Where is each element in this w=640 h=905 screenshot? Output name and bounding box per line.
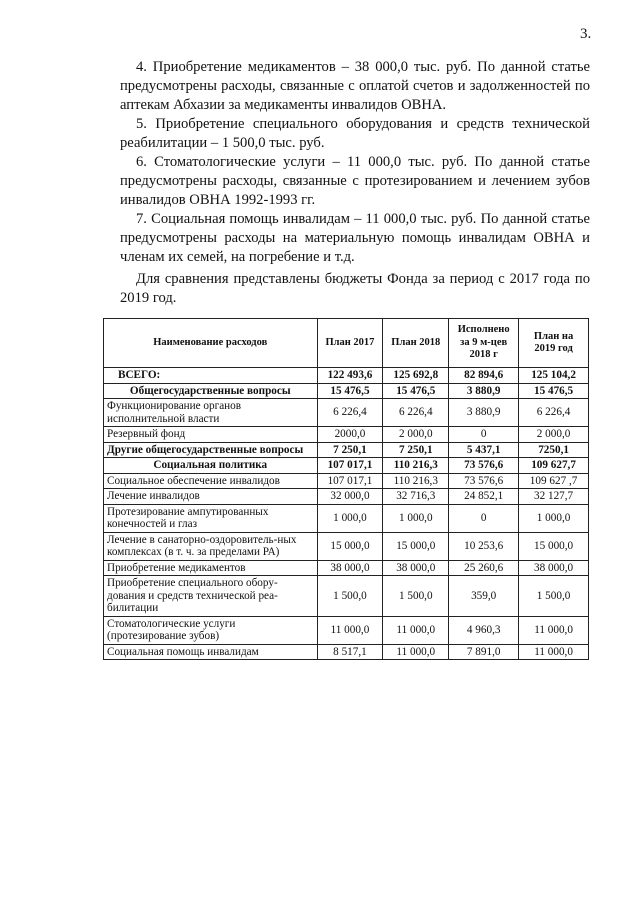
cell-plan-2017: 1 000,0 bbox=[317, 504, 383, 532]
cell-executed: 73 576,6 bbox=[449, 473, 519, 489]
cell-plan-2017: 11 000,0 bbox=[317, 616, 383, 644]
cell-plan-2018: 15 000,0 bbox=[383, 532, 449, 560]
body-text bbox=[120, 58, 590, 267]
row-name: ВСЕГО: bbox=[104, 368, 318, 384]
cell-plan-2018: 2 000,0 bbox=[383, 427, 449, 443]
cell-plan-2017: 2000,0 bbox=[317, 427, 383, 443]
table-row bbox=[104, 399, 589, 427]
cell-executed: 0 bbox=[449, 427, 519, 443]
cell-plan-2017: 8 517,1 bbox=[317, 644, 383, 660]
cell-plan-2017: 122 493,6 bbox=[317, 368, 383, 384]
header-executed-9m-2018: Исполнено за 9 м-цев 2018 г bbox=[449, 319, 519, 368]
table-row bbox=[104, 489, 589, 505]
cell-plan-2017: 107 017,1 bbox=[317, 473, 383, 489]
cell-plan-2017: 32 000,0 bbox=[317, 489, 383, 505]
cell-plan-2019: 6 226,4 bbox=[519, 399, 589, 427]
table-row bbox=[104, 576, 589, 617]
row-name: Резервный фонд bbox=[104, 427, 318, 443]
cell-plan-2019: 125 104,2 bbox=[519, 368, 589, 384]
cell-plan-2019: 15 000,0 bbox=[519, 532, 589, 560]
cell-plan-2019: 15 476,5 bbox=[519, 383, 589, 399]
row-name: Лечение инвалидов bbox=[104, 489, 318, 505]
row-name: Приобретение медикаментов bbox=[104, 560, 318, 576]
cell-plan-2019: 38 000,0 bbox=[519, 560, 589, 576]
paragraph-medicines: 4. Приобретение медикаментов – 38 000,0 тыс. руб. По данной статье предусмотрены расходы, связанные с оплатой счетов и задолженностей по аптекам Абхазии за медикаменты инвалидов ОВНА. bbox=[120, 59, 590, 113]
cell-executed: 359,0 bbox=[449, 576, 519, 617]
cell-plan-2019: 109 627,7 bbox=[519, 458, 589, 474]
cell-plan-2018: 38 000,0 bbox=[383, 560, 449, 576]
row-name: Протезирование ампутированных конечностей и глаз bbox=[104, 504, 318, 532]
row-name: Стоматологические услуги (протезирование зубов) bbox=[104, 616, 318, 644]
row-name: Социальная политика bbox=[104, 458, 318, 474]
cell-plan-2017: 15 000,0 bbox=[317, 532, 383, 560]
cell-executed: 4 960,3 bbox=[449, 616, 519, 644]
cell-plan-2019: 1 500,0 bbox=[519, 576, 589, 617]
header-plan-2017: План 2017 bbox=[317, 319, 383, 368]
cell-plan-2018: 6 226,4 bbox=[383, 399, 449, 427]
cell-executed: 25 260,6 bbox=[449, 560, 519, 576]
cell-plan-2019: 11 000,0 bbox=[519, 616, 589, 644]
cell-plan-2017: 15 476,5 bbox=[317, 383, 383, 399]
row-name: Приобретение специального обору-дования и средств технической реа-билитации bbox=[104, 576, 318, 617]
cell-plan-2017: 107 017,1 bbox=[317, 458, 383, 474]
cell-executed: 0 bbox=[449, 504, 519, 532]
row-name: Общегосударственные вопросы bbox=[104, 383, 318, 399]
table-row bbox=[104, 504, 589, 532]
table-row bbox=[104, 532, 589, 560]
table-row bbox=[104, 458, 589, 474]
cell-plan-2019: 1 000,0 bbox=[519, 504, 589, 532]
cell-plan-2019: 109 627 ,7 bbox=[519, 473, 589, 489]
row-name: Социальная помощь инвалидам bbox=[104, 644, 318, 660]
row-name: Функционирование органов исполнительной власти bbox=[104, 399, 318, 427]
cell-executed: 10 253,6 bbox=[449, 532, 519, 560]
cell-executed: 3 880,9 bbox=[449, 399, 519, 427]
cell-plan-2018: 110 216,3 bbox=[383, 473, 449, 489]
budget-table bbox=[103, 318, 589, 660]
table-row bbox=[104, 560, 589, 576]
cell-plan-2018: 7 250,1 bbox=[383, 442, 449, 458]
header-plan-2019: План на 2019 год bbox=[519, 319, 589, 368]
cell-plan-2017: 38 000,0 bbox=[317, 560, 383, 576]
cell-plan-2018: 11 000,0 bbox=[383, 616, 449, 644]
cell-executed: 73 576,6 bbox=[449, 458, 519, 474]
row-name: Лечение в санаторно-оздоровитель-ных комплексах (в т. ч. за пределами РА) bbox=[104, 532, 318, 560]
header-expense-name: Наименование расходов bbox=[104, 319, 318, 368]
cell-plan-2018: 1 500,0 bbox=[383, 576, 449, 617]
header-plan-2018: План 2018 bbox=[383, 319, 449, 368]
paragraph-equipment: 5. Приобретение специального оборудования и средств технической реабилитации – 1 500,0 тыс. руб. bbox=[120, 116, 590, 151]
table-row bbox=[104, 644, 589, 660]
cell-plan-2019: 7250,1 bbox=[519, 442, 589, 458]
cell-plan-2018: 15 476,5 bbox=[383, 383, 449, 399]
paragraph-social-aid: 7. Социальная помощь инвалидам – 11 000,0 тыс. руб. По данной статье предусмотрены расходы на материальную помощь инвалидам ОВНА и членам их семей, на погребение и т.д. bbox=[120, 211, 590, 265]
cell-plan-2018: 1 000,0 bbox=[383, 504, 449, 532]
cell-plan-2018: 32 716,3 bbox=[383, 489, 449, 505]
comparison-intro: Для сравнения представлены бюджеты Фонда за период с 2017 года по 2019 год. bbox=[120, 271, 590, 306]
cell-executed: 82 894,6 bbox=[449, 368, 519, 384]
cell-plan-2017: 7 250,1 bbox=[317, 442, 383, 458]
table-row bbox=[104, 616, 589, 644]
table-row bbox=[104, 442, 589, 458]
cell-plan-2017: 6 226,4 bbox=[317, 399, 383, 427]
cell-plan-2019: 11 000,0 bbox=[519, 644, 589, 660]
row-name: Другие общегосударственные вопросы bbox=[104, 442, 318, 458]
table-row bbox=[104, 473, 589, 489]
cell-plan-2018: 110 216,3 bbox=[383, 458, 449, 474]
cell-plan-2019: 32 127,7 bbox=[519, 489, 589, 505]
page-number: 3. bbox=[580, 26, 592, 42]
cell-executed: 24 852,1 bbox=[449, 489, 519, 505]
cell-plan-2018: 125 692,8 bbox=[383, 368, 449, 384]
cell-plan-2018: 11 000,0 bbox=[383, 644, 449, 660]
cell-executed: 7 891,0 bbox=[449, 644, 519, 660]
cell-executed: 5 437,1 bbox=[449, 442, 519, 458]
table-row bbox=[104, 427, 589, 443]
cell-executed: 3 880,9 bbox=[449, 383, 519, 399]
table-header-row bbox=[104, 319, 589, 368]
cell-plan-2017: 1 500,0 bbox=[317, 576, 383, 617]
row-name: Социальное обеспечение инвалидов bbox=[104, 473, 318, 489]
paragraph-dental: 6. Стоматологические услуги – 11 000,0 тыс. руб. По данной статье предусмотрены расходы, связанные с протезированием и лечением зубов инвалидов ОВНА 1992-1993 гг. bbox=[120, 154, 590, 208]
table-row bbox=[104, 368, 589, 384]
table-row bbox=[104, 383, 589, 399]
cell-plan-2019: 2 000,0 bbox=[519, 427, 589, 443]
